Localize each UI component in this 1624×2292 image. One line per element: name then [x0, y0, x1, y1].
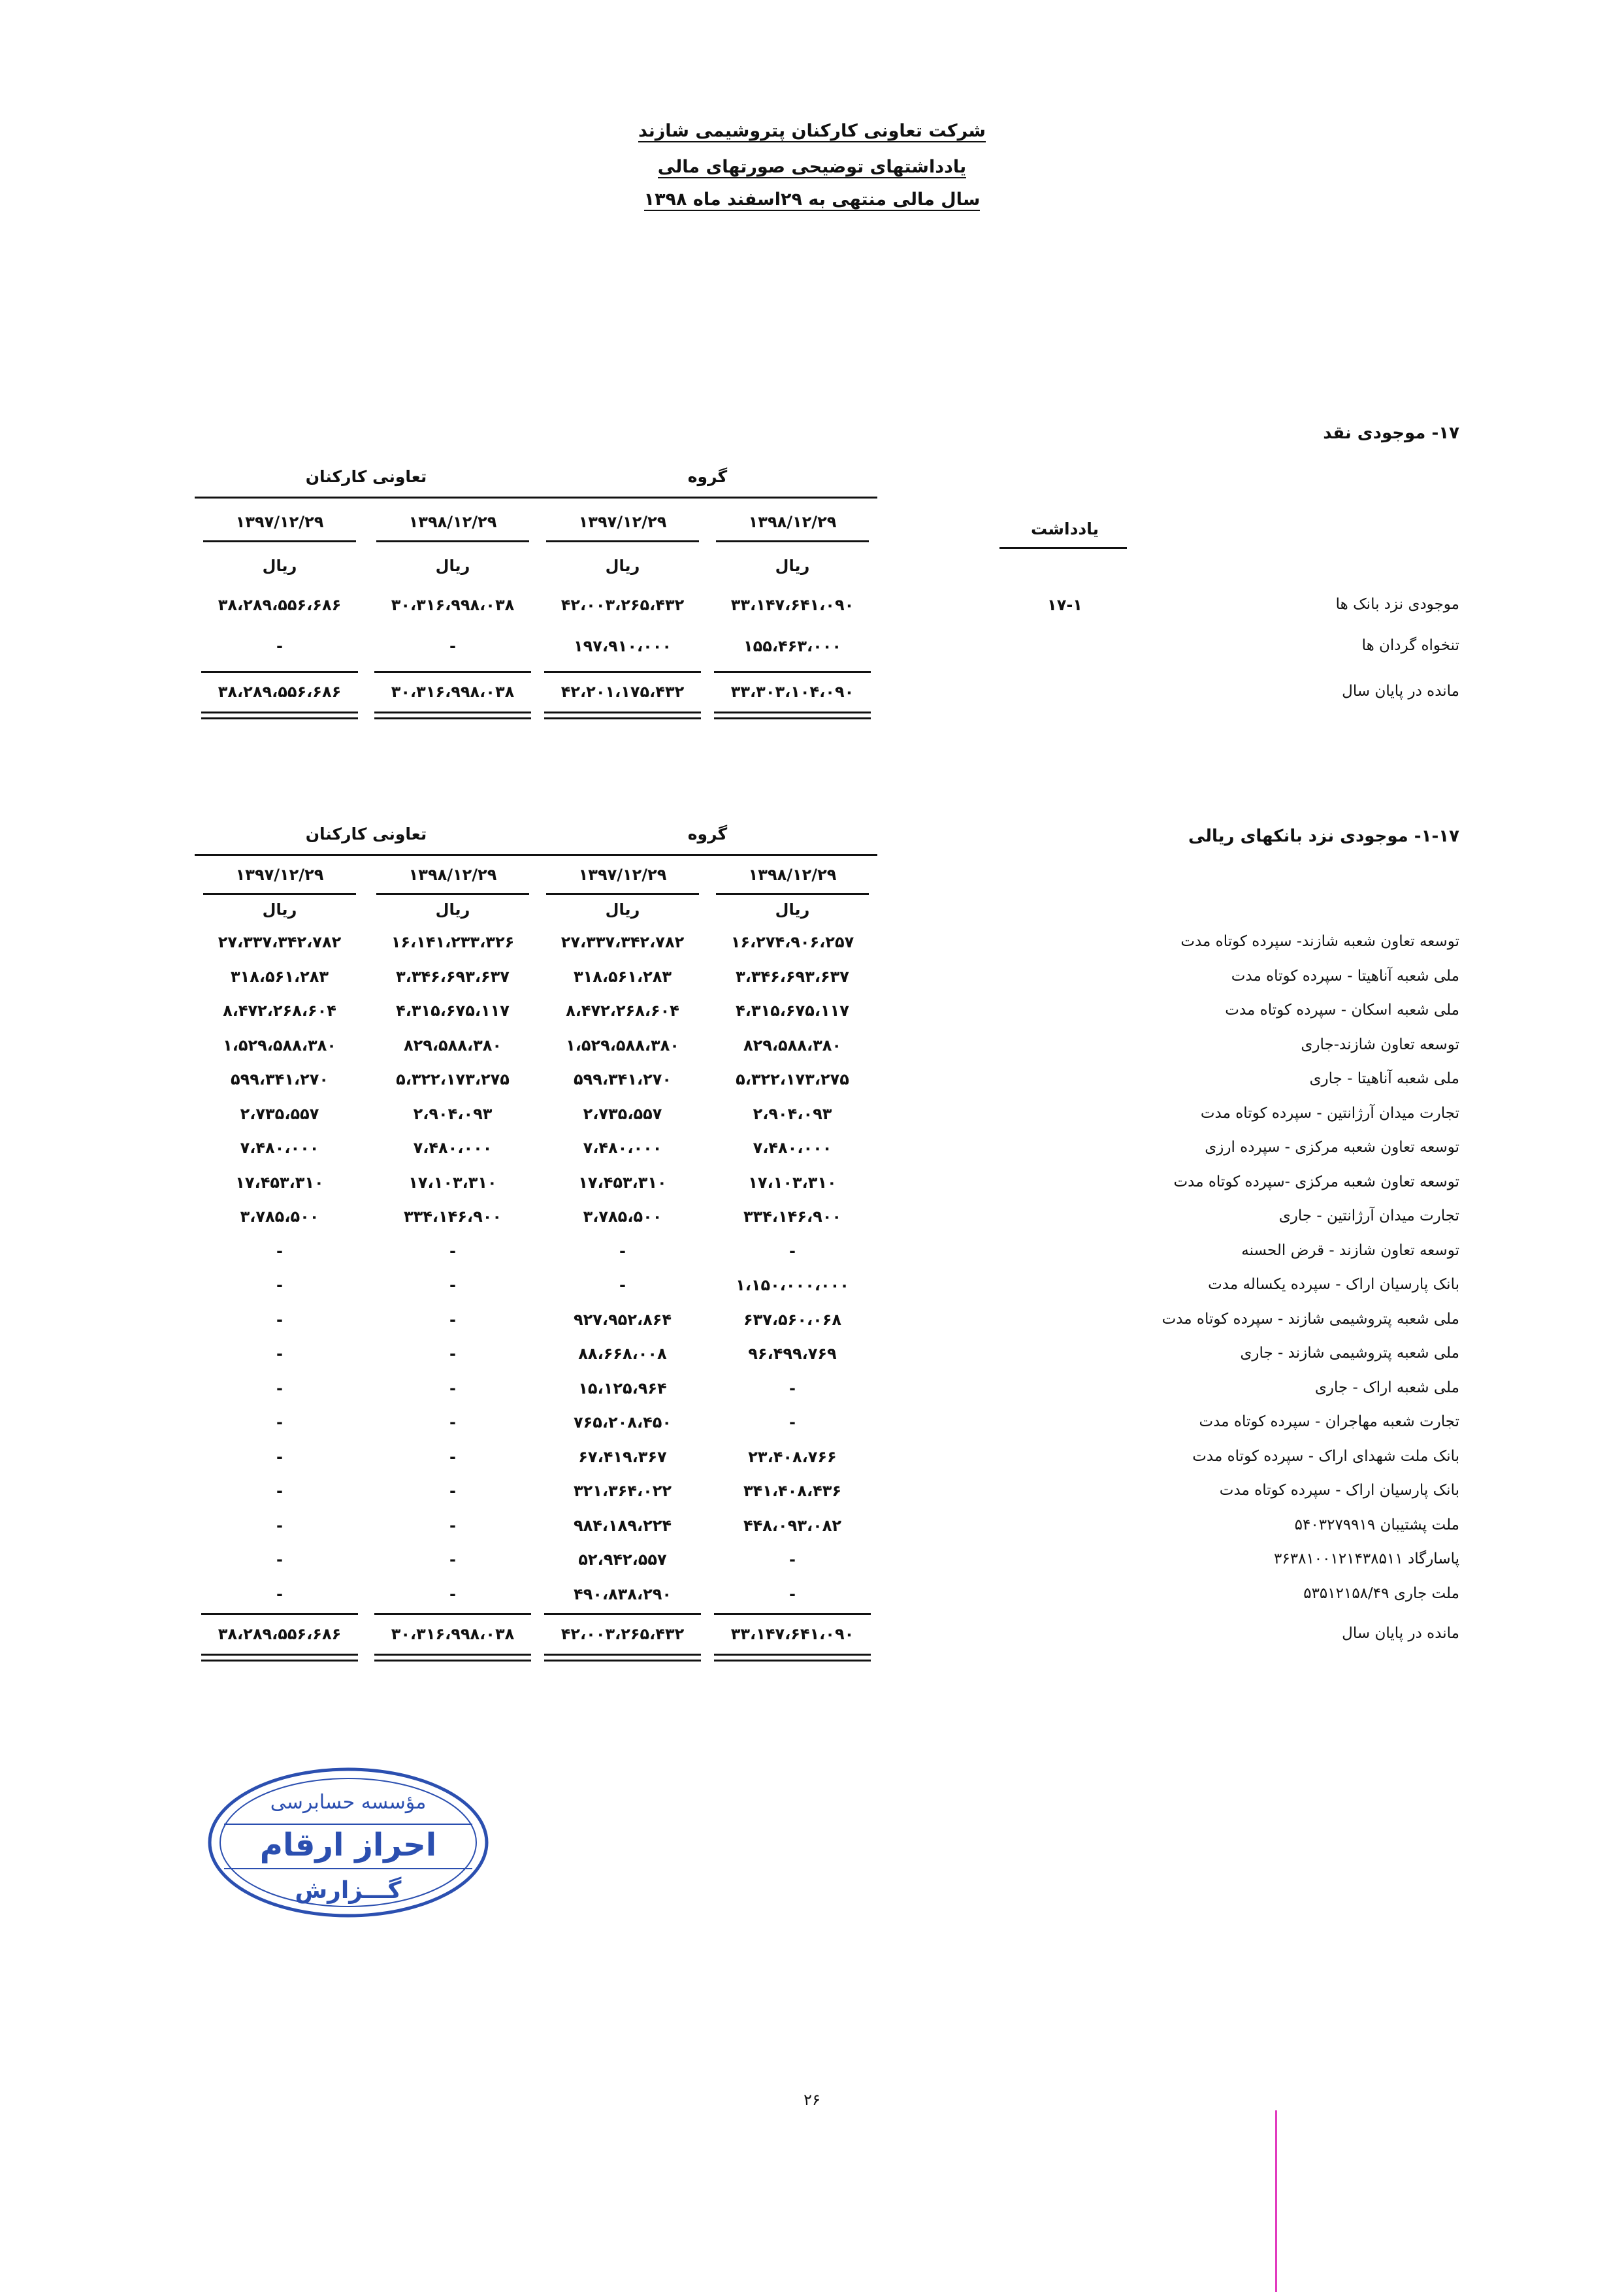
margin-mark: [1275, 2110, 1277, 2292]
row-value: ۳،۷۸۵،۵۰۰: [583, 1207, 662, 1226]
row-value: -: [449, 1345, 456, 1363]
row-value: -: [276, 1584, 283, 1603]
row-label: موجودی نزد بانک ها: [1335, 596, 1459, 613]
row-value: ۳،۳۴۶،۶۹۳،۶۳۷: [396, 967, 510, 986]
row-label: ملی شعبه آناهیتا - جاری: [1309, 1070, 1459, 1087]
row-value: ۲،۷۳۵،۵۵۷: [240, 1104, 319, 1123]
row-value: ۱،۱۵۰،۰۰۰،۰۰۰: [736, 1276, 849, 1294]
row-label: ملی شعبه آناهیتا - سپرده کوتاه مدت: [1231, 967, 1459, 985]
date-underline: [376, 893, 529, 895]
row-value: -: [449, 1482, 456, 1500]
total-top-rule: [201, 1613, 358, 1615]
row-value: ۵،۳۲۲،۱۷۳،۲۷۵: [736, 1070, 849, 1089]
row-value: -: [449, 1584, 456, 1603]
page-number: ۲۶: [804, 2091, 820, 2109]
total-top-rule: [374, 671, 531, 673]
row-value: ۲۳،۴۰۸،۷۶۶: [748, 1447, 837, 1466]
row-value: ۱۷،۴۵۳،۳۱۰: [235, 1173, 324, 1192]
row-value: ۲،۹۰۴،۰۹۳: [413, 1104, 493, 1123]
total-top-rule: [201, 671, 358, 673]
total-label: مانده در پایان سال: [1342, 1625, 1459, 1642]
column-date: ۱۳۹۷/۱۲/۲۹: [578, 513, 667, 531]
total-value: ۳۰،۳۱۶،۹۹۸،۰۳۸: [391, 683, 515, 701]
svg-text:گـــزارش: گـــزارش: [295, 1877, 402, 1904]
column-date: ۱۳۹۸/۱۲/۲۹: [748, 513, 837, 531]
row-value: -: [276, 1413, 283, 1432]
group-underline: [538, 854, 877, 856]
row-value: ۷،۴۸۰،۰۰۰: [240, 1139, 319, 1157]
row-value: ۳۴۱،۴۰۸،۴۳۶: [743, 1482, 842, 1500]
row-value: ۲۷،۳۳۷،۳۴۲،۷۸۲: [560, 933, 685, 951]
row-value: ۱۶،۱۴۱،۲۳۳،۳۲۶: [391, 933, 515, 951]
row-label: ملی شعبه اراک - جاری: [1314, 1379, 1459, 1396]
cooperative-header: تعاونی کارکنان: [305, 467, 427, 486]
row-label: پاسارگاد ۳۶۳۸۱۰۰۱۲۱۴۳۸۵۱۱: [1274, 1550, 1459, 1567]
total-double-rule: [374, 1654, 531, 1662]
row-value: -: [276, 1379, 283, 1398]
row-value: ۱۷،۱۰۳،۳۱۰: [408, 1173, 497, 1192]
row-value: -: [789, 1413, 796, 1432]
row-value: ۴۹۰،۸۳۸،۲۹۰: [573, 1584, 672, 1603]
row-label: توسعه تعاون شازند - قرض الحسنه: [1241, 1241, 1459, 1259]
row-value: ۴،۳۱۵،۶۷۵،۱۱۷: [396, 1002, 510, 1020]
coop-underline: [195, 854, 538, 856]
row-value: ۲،۹۰۴،۰۹۳: [753, 1104, 832, 1123]
section-17-title: ۱۷- موجودی نقد: [1323, 423, 1459, 443]
row-label: تجارت میدان آرژانتین - سپرده کوتاه مدت: [1200, 1104, 1459, 1122]
row-value: -: [449, 1241, 456, 1260]
group-underline: [538, 497, 877, 499]
row-value: ۷،۴۸۰،۰۰۰: [583, 1139, 662, 1157]
row-value: ۷،۴۸۰،۰۰۰: [413, 1139, 493, 1157]
row-value: ۵۹۹،۳۴۱،۲۷۰: [230, 1070, 329, 1089]
row-value: -: [276, 1516, 283, 1535]
group-header: گروه: [687, 825, 728, 843]
total-double-rule: [201, 1654, 358, 1662]
row-value: -: [619, 1276, 626, 1294]
row-value: ۷۶۵،۲۰۸،۴۵۰: [573, 1413, 672, 1432]
total-double-rule: [374, 712, 531, 719]
row-value: ۳،۷۸۵،۵۰۰: [240, 1207, 319, 1226]
total-top-rule: [544, 1613, 701, 1615]
date-underline: [546, 893, 699, 895]
row-value: -: [276, 1241, 283, 1260]
row-value: -: [789, 1241, 796, 1260]
row-label: توسعه تعاون شعبه شازند- سپرده کوتاه مدت: [1180, 933, 1459, 950]
row-value: ۳۳۴،۱۴۶،۹۰۰: [403, 1207, 502, 1226]
row-value: -: [449, 1379, 456, 1398]
row-value: -: [276, 1482, 283, 1500]
column-date: ۱۳۹۷/۱۲/۲۹: [235, 513, 324, 531]
row-value: ۱۵۵،۴۶۳،۰۰۰: [743, 637, 842, 655]
column-date: ۱۳۹۷/۱۲/۲۹: [578, 866, 667, 884]
row-value: -: [789, 1379, 796, 1398]
row-value: -: [276, 1276, 283, 1294]
row-value: ۱،۵۲۹،۵۸۸،۳۸۰: [223, 1036, 336, 1055]
row-value: ۱۷،۱۰۳،۳۱۰: [748, 1173, 837, 1192]
fiscal-period: سال مالی منتهی به ۲۹اسفند ماه ۱۳۹۸: [643, 189, 981, 210]
total-value: ۳۸،۲۸۹،۵۵۶،۶۸۶: [218, 683, 342, 701]
total-double-rule: [544, 712, 701, 719]
row-value: -: [449, 1310, 456, 1329]
row-value: -: [449, 1276, 456, 1294]
row-value: ۴۲،۰۰۳،۲۶۵،۴۳۲: [560, 596, 685, 614]
column-date: ۱۳۹۸/۱۲/۲۹: [408, 866, 497, 884]
row-value: -: [449, 1413, 456, 1432]
row-value: ۳۲۱،۳۶۴،۰۲۲: [573, 1482, 672, 1500]
column-unit: ریال: [775, 900, 810, 919]
company-title: شرکت تعاونی کارکنان پتروشیمی شازند: [638, 121, 986, 141]
row-value: ۶۷،۴۱۹،۳۶۷: [578, 1447, 667, 1466]
note-column-header: یادداشت: [1030, 519, 1099, 538]
row-value: -: [276, 1345, 283, 1363]
row-value: ۵۹۹،۳۴۱،۲۷۰: [573, 1070, 672, 1089]
row-value: ۸۲۹،۵۸۸،۳۸۰: [403, 1036, 502, 1055]
total-value: ۴۲،۰۰۳،۲۶۵،۴۳۲: [560, 1625, 685, 1643]
total-label: مانده در پایان سال: [1342, 683, 1459, 700]
row-value: ۵۲،۹۴۲،۵۵۷: [578, 1550, 667, 1569]
total-double-rule: [544, 1654, 701, 1662]
row-label: ملت جاری ۵۳۵۱۲۱۵۸/۴۹: [1303, 1584, 1459, 1602]
row-value: ۶۳۷،۵۶۰،۰۶۸: [743, 1310, 842, 1329]
row-value: ۹۶،۴۹۹،۷۶۹: [748, 1345, 837, 1363]
row-label: بانک پارسیان اراک - سپرده یکساله مدت: [1208, 1276, 1459, 1293]
row-label: بانک پارسیان اراک - سپرده کوتاه مدت: [1219, 1482, 1459, 1499]
row-value: ۳۱۸،۵۶۱،۲۸۳: [573, 967, 672, 986]
column-unit: ریال: [775, 557, 810, 575]
date-underline: [203, 893, 356, 895]
row-label: تجارت شعبه مهاجران - سپرده کوتاه مدت: [1199, 1413, 1459, 1430]
row-label: توسعه تعاون شعبه مرکزی - سپرده ارزی: [1205, 1139, 1459, 1156]
row-value: ۴،۳۱۵،۶۷۵،۱۱۷: [736, 1002, 849, 1020]
row-value: ۳۸،۲۸۹،۵۵۶،۶۸۶: [218, 596, 342, 614]
column-date: ۱۳۹۸/۱۲/۲۹: [748, 866, 837, 884]
row-value: -: [789, 1584, 796, 1603]
total-double-rule: [201, 712, 358, 719]
row-note: ۱۷-۱: [1047, 596, 1082, 614]
row-label: ملی شعبه پتروشیمی شازند - جاری: [1240, 1345, 1459, 1362]
total-top-rule: [714, 1613, 871, 1615]
column-unit: ریال: [435, 900, 470, 919]
svg-text:مؤسسه حسابرسی: مؤسسه حسابرسی: [270, 1791, 427, 1814]
column-unit: ریال: [262, 900, 297, 919]
row-value: ۱۹۷،۹۱۰،۰۰۰: [573, 637, 672, 655]
notes-subtitle: یادداشتهای توضیحی صورتهای مالی: [657, 157, 967, 177]
coop-underline: [195, 497, 538, 499]
date-underline: [716, 540, 869, 542]
row-value: ۳۰،۳۱۶،۹۹۸،۰۳۸: [391, 596, 515, 614]
row-value: ۳۱۸،۵۶۱،۲۸۳: [230, 967, 329, 986]
row-value: -: [449, 637, 456, 655]
row-value: ۸،۴۷۲،۲۶۸،۶۰۴: [566, 1002, 679, 1020]
svg-text:احراز ارقام: احراز ارقام: [259, 1827, 437, 1863]
total-top-rule: [374, 1613, 531, 1615]
date-underline: [203, 540, 356, 542]
row-label: توسعه تعاون شازند-جاری: [1301, 1036, 1459, 1053]
audit-firm-stamp: [204, 1764, 492, 1921]
column-date: ۱۳۹۸/۱۲/۲۹: [408, 513, 497, 531]
row-label: تجارت میدان آرژانتین - جاری: [1278, 1207, 1459, 1224]
row-label: توسعه تعاون شعبه مرکزی -سپرده کوتاه مدت: [1173, 1173, 1459, 1190]
total-top-rule: [714, 671, 871, 673]
row-value: ۲،۷۳۵،۵۵۷: [583, 1104, 662, 1123]
section-17-1-title: ۱-۱۷- موجودی نزد بانکهای ریالی: [1188, 827, 1459, 846]
row-value: -: [276, 637, 283, 655]
row-label: ملت پشتیبان ۵۴۰۳۲۷۹۹۱۹: [1294, 1516, 1459, 1533]
total-value: ۳۸،۲۸۹،۵۵۶،۶۸۶: [218, 1625, 342, 1643]
row-value: ۳۳،۱۴۷،۶۴۱،۰۹۰: [730, 596, 854, 614]
row-label: تنخواه گردان ها: [1361, 637, 1459, 654]
row-value: ۸۸،۶۶۸،۰۰۸: [578, 1345, 667, 1363]
date-underline: [546, 540, 699, 542]
date-underline: [376, 540, 529, 542]
row-value: ۱۷،۴۵۳،۳۱۰: [578, 1173, 667, 1192]
row-label: ملی شعبه پتروشیمی شازند - سپرده کوتاه مدت: [1161, 1310, 1459, 1328]
row-value: ۸۲۹،۵۸۸،۳۸۰: [743, 1036, 842, 1055]
row-label: ملی شعبه اسکان - سپرده کوتاه مدت: [1225, 1002, 1459, 1019]
note-underline: [999, 547, 1127, 549]
column-unit: ریال: [605, 557, 640, 575]
row-value: ۹۸۴،۱۸۹،۲۲۴: [573, 1516, 672, 1535]
row-value: ۳۳۴،۱۴۶،۹۰۰: [743, 1207, 842, 1226]
total-value: ۳۳،۱۴۷،۶۴۱،۰۹۰: [730, 1625, 854, 1643]
column-unit: ریال: [605, 900, 640, 919]
total-double-rule: [714, 1654, 871, 1662]
row-value: ۲۷،۳۳۷،۳۴۲،۷۸۲: [218, 933, 342, 951]
total-value: ۳۰،۳۱۶،۹۹۸،۰۳۸: [391, 1625, 515, 1643]
row-value: ۴۴۸،۰۹۳،۰۸۲: [743, 1516, 842, 1535]
row-value: -: [276, 1447, 283, 1466]
row-value: ۱۵،۱۲۵،۹۶۴: [578, 1379, 667, 1398]
total-top-rule: [544, 671, 701, 673]
date-underline: [716, 893, 869, 895]
row-value: ۹۲۷،۹۵۲،۸۶۴: [573, 1310, 672, 1329]
cooperative-header: تعاونی کارکنان: [305, 825, 427, 843]
row-value: ۷،۴۸۰،۰۰۰: [753, 1139, 832, 1157]
row-value: ۱،۵۲۹،۵۸۸،۳۸۰: [566, 1036, 679, 1055]
row-value: -: [276, 1310, 283, 1329]
row-value: ۵،۳۲۲،۱۷۳،۲۷۵: [396, 1070, 510, 1089]
column-date: ۱۳۹۷/۱۲/۲۹: [235, 866, 324, 884]
row-value: ۱۶،۲۷۴،۹۰۶،۲۵۷: [730, 933, 854, 951]
row-value: -: [449, 1550, 456, 1569]
total-double-rule: [714, 712, 871, 719]
row-label: بانک ملت شهدای اراک - سپرده کوتاه مدت: [1192, 1447, 1459, 1465]
total-value: ۳۳،۳۰۳،۱۰۴،۰۹۰: [730, 683, 854, 701]
row-value: -: [619, 1241, 626, 1260]
row-value: ۳،۳۴۶،۶۹۳،۶۳۷: [736, 967, 849, 986]
row-value: ۸،۴۷۲،۲۶۸،۶۰۴: [223, 1002, 336, 1020]
row-value: -: [276, 1550, 283, 1569]
group-header: گروه: [687, 467, 728, 486]
total-value: ۴۲،۲۰۱،۱۷۵،۴۳۲: [560, 683, 685, 701]
row-value: -: [789, 1550, 796, 1569]
row-value: -: [449, 1447, 456, 1466]
row-value: -: [449, 1516, 456, 1535]
column-unit: ریال: [262, 557, 297, 575]
column-unit: ریال: [435, 557, 470, 575]
